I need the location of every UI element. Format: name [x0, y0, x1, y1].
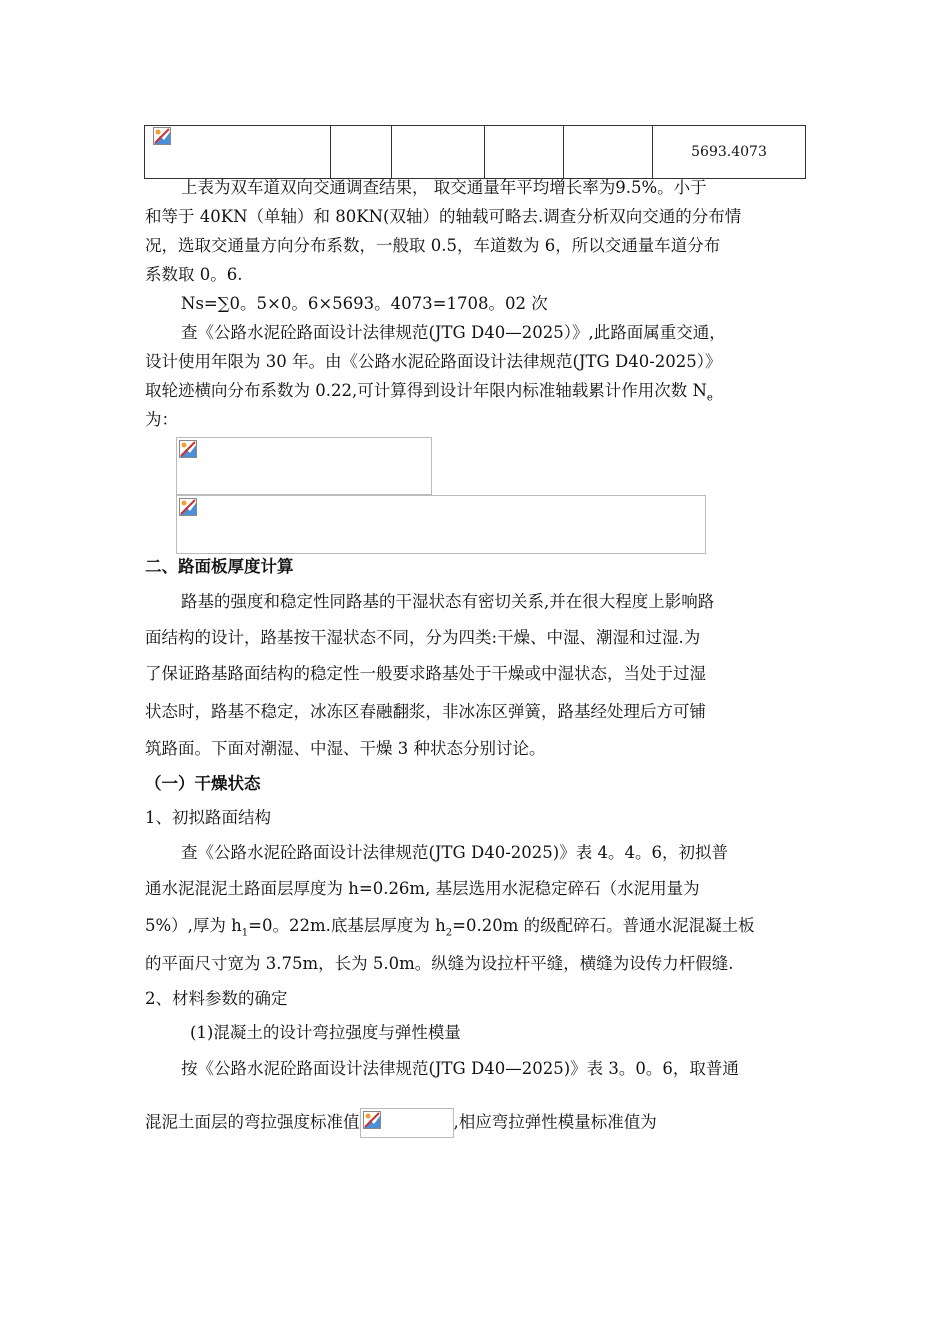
paragraph-line: 和等于 40KN（单轴）和 80KN(双轴）的轴载可略去.调查分析双向交通的分布情 — [145, 207, 742, 226]
table-cell — [564, 126, 653, 179]
subscript: 1 — [241, 927, 249, 939]
paragraph-line: 面结构的设计，路基按干湿状态不同，分为四类:干燥、中湿、潮湿和过湿.为 — [145, 628, 701, 647]
paragraph-line: 查《公路水泥砼路面设计法律规范(JTG D40—2025）》,此路面属重交通， — [181, 323, 726, 342]
paragraph-line: 为： — [145, 410, 178, 429]
paragraph-line: 设计使用年限为 30 年。由《公路水泥砼路面设计法律规范(JTG D40-2025）》 — [145, 352, 722, 371]
broken-image-icon — [363, 1111, 381, 1129]
paragraph-line: 查《公路水泥砼路面设计法律规范(JTG D40-2025)》表 4。4。6，初拟普 — [181, 843, 728, 862]
list-item-heading: 1、初拟路面结构 — [145, 808, 271, 827]
paragraph-line: 路基的强度和稳定性同路基的干湿状态有密切关系,并在很大程度上影响路 — [181, 592, 715, 611]
section-title: 二、路面板厚度计算 — [145, 557, 294, 576]
list-item-heading: 2、材料参数的确定 — [145, 989, 288, 1008]
paragraph-line: 按《公路水泥砼路面设计法律规范(JTG D40—2025)》表 3。0。6，取普通 — [181, 1059, 739, 1078]
table-cell — [485, 126, 564, 179]
paragraph-line: 取轮迹横向分布系数为 0.22,可计算得到设计年限内标准轴载累计作用次数 $N_e$ — [145, 381, 713, 404]
subscript: 2 — [445, 927, 453, 939]
subscript: e — [706, 392, 713, 404]
paragraph-line: 的平面尺寸宽为 3.75m，长为 5.0m。纵缝为设拉杆平缝，横缝为设传力杆假缝. — [145, 954, 734, 973]
inline-formula-image — [360, 1108, 454, 1138]
paragraph-line: 了保证路基路面结构的稳定性一般要求路基处于干燥或中湿状态，当处于过湿 — [145, 664, 706, 683]
table-cell — [331, 126, 392, 179]
table-cell-image — [145, 126, 331, 179]
paragraph-line: 上表为双车道双向交通调查结果， 取交通量年平均增长率为9.5%。小于 — [181, 178, 707, 197]
formula-image — [176, 495, 706, 554]
table-row — [145, 126, 806, 179]
paragraph-line: 系数取 0。6. — [145, 265, 243, 284]
formula-image — [176, 437, 432, 495]
sub-item-heading: (1)混凝土的设计弯拉强度与弹性模量 — [190, 1023, 461, 1042]
paragraph-line: 通水泥混泥土路面层厚度为 h=0.26m, 基层选用水泥稳定碎石（水泥用量为 — [145, 879, 700, 898]
paragraph-line: 况，选取交通量方向分布系数，一般取 0.5，车道数为 6，所以交通量车道分布 — [145, 236, 721, 255]
paragraph-line: 筑路面。下面对潮湿、中湿、干燥 3 种状态分别讨论。 — [145, 739, 546, 758]
subsection-title: （一）干燥状态 — [145, 774, 261, 793]
paragraph-line: 混泥土面层的弯拉强度标准值 ,相应弯拉弹性模量标准值为 — [145, 1108, 657, 1138]
formula-line: Ns=∑0。5×0。6×5693。4073=1708。02 次 — [181, 294, 548, 313]
table-cell-value: 5693.4073 — [653, 126, 806, 179]
broken-image-icon — [179, 498, 197, 516]
paragraph-line: 5%）,厚为 $h_1=0$。22m.底基层厚度为 $h_2=0.20m$ 的级配碎石。普通水泥混凝土板 — [145, 916, 755, 939]
broken-image-icon — [153, 127, 171, 145]
paragraph-line: 状态时，路基不稳定，冰冻区春融翻浆，非冰冻区弹簧，路基经处理后方可铺 — [145, 702, 706, 721]
broken-image-icon — [179, 440, 197, 458]
traffic-table — [144, 125, 806, 179]
table-cell — [392, 126, 485, 179]
